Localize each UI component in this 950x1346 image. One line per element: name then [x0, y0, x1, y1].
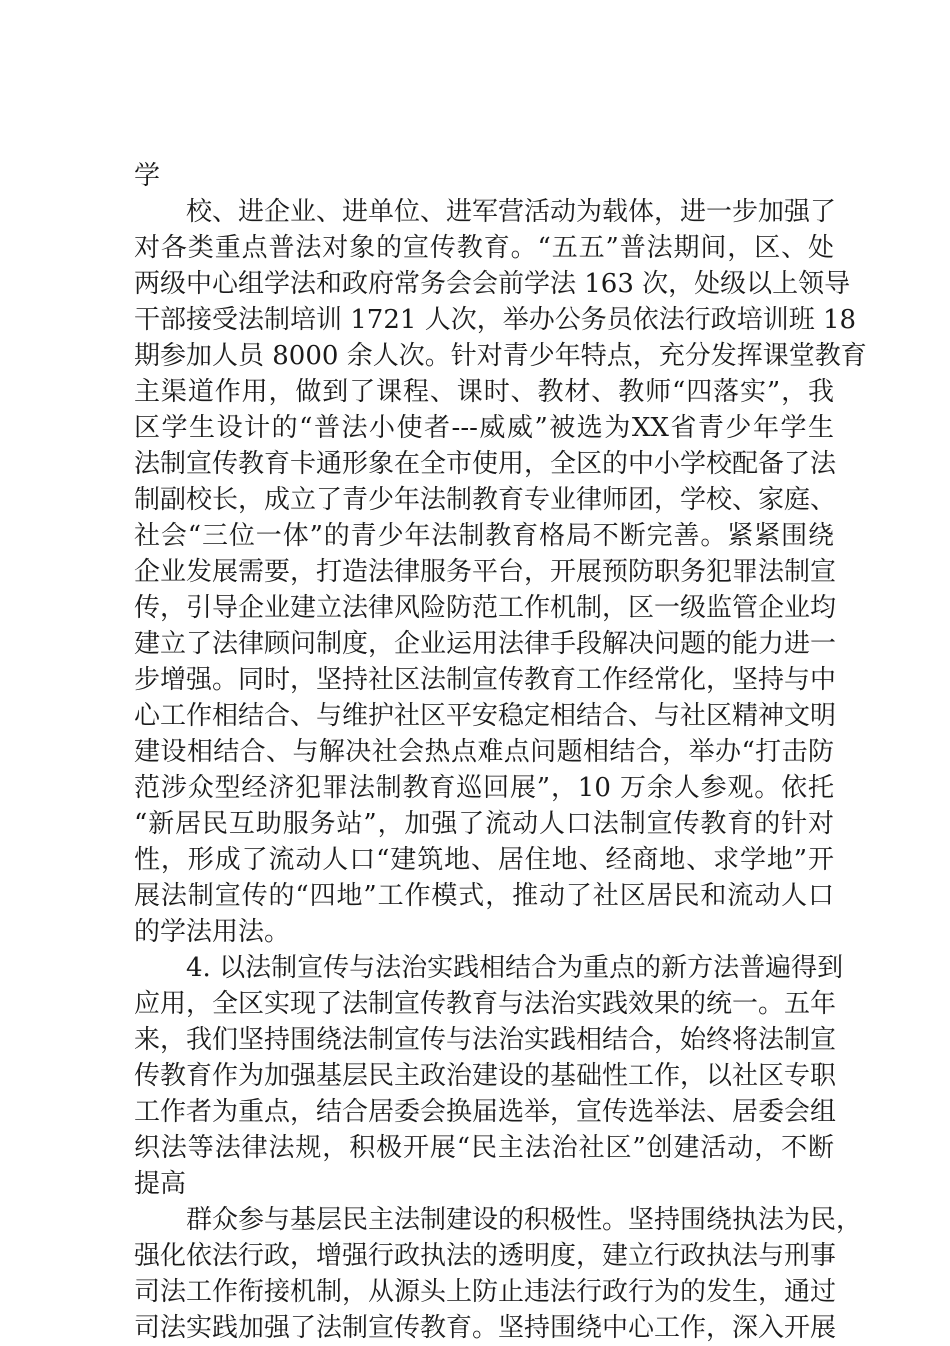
text-line: 建立了法律顾问制度，企业运用法律手段解决问题的能力进一	[134, 629, 837, 659]
text-line: 两级中心组学法和政府常务会会前学法 163 次，处级以上领导	[134, 269, 851, 299]
text-line: 区学生设计的“普法小使者---威威”被选为XX省青少年学生	[134, 413, 834, 443]
text-line: 社会“三位一体”的青少年法制教育格局不断完善。紧紧围绕	[134, 521, 834, 551]
text-line: 4. 以法制宣传与法治实践相结合为重点的新方法普遍得到	[186, 953, 844, 983]
text-line: 织法等法律法规，积极开展“民主法治社区”创建活动，不断	[134, 1133, 834, 1163]
text-line: 司法实践加强了法制宣传教育。坚持围绕中心工作，深入开展	[134, 1313, 837, 1343]
text-line: 干部接受法制培训 1721 人次，举办公务员依法行政培训班 18	[134, 305, 857, 335]
text-line: 建设相结合、与解决社会热点难点问题相结合，举办“打击防	[134, 737, 834, 767]
text-line: 传，引导企业建立法律风险防范工作机制，区一级监管企业均	[134, 593, 837, 623]
text-line: 步增强。同时，坚持社区法制宣传教育工作经常化，坚持与中	[134, 665, 837, 695]
text-line: 校、进企业、进单位、进军营活动为载体，进一步加强了	[186, 197, 837, 227]
text-line: 强化依法行政，增强行政执法的透明度，建立行政执法与刑事	[134, 1241, 837, 1271]
text-line: 主渠道作用，做到了课程、课时、教材、教师“四落实”，我	[134, 377, 834, 407]
text-line: 展法制宣传的“四地”工作模式，推动了社区居民和流动人口	[134, 881, 834, 911]
text-line: 制副校长，成立了青少年法制教育专业律师团，学校、家庭、	[134, 485, 837, 515]
text-line: 传教育作为加强基层民主政治建设的基础性工作，以社区专职	[134, 1061, 837, 1091]
text-line: 企业发展需要，打造法律服务平台，开展预防职务犯罪法制宣	[134, 557, 837, 587]
text-line: 心工作相结合、与维护社区平安稳定相结合、与社区精神文明	[134, 701, 837, 731]
text-line: 司法工作衔接机制，从源头上防止违法行政行为的发生，通过	[134, 1277, 837, 1307]
text-line: 应用，全区实现了法制宣传教育与法治实践效果的统一。五年	[134, 989, 837, 1019]
text-line: 法制宣传教育卡通形象在全市使用，全区的中小学校配备了法	[134, 449, 837, 479]
text-line: 学	[134, 161, 161, 191]
text-line: 的学法用法。	[134, 917, 291, 947]
text-line: 来，我们坚持围绕法制宣传与法治实践相结合，始终将法制宣	[134, 1025, 837, 1055]
text-line: 工作者为重点，结合居委会换届选举，宣传选举法、居委会组	[134, 1097, 837, 1127]
text-line: 提高	[134, 1169, 187, 1199]
text-line: 群众参与基层民主法制建设的积极性。坚持围绕执法为民，	[186, 1205, 863, 1235]
text-line: 范涉众型经济犯罪法制教育巡回展”，10 万余人参观。依托	[134, 773, 834, 803]
text-line: “新居民互助服务站”，加强了流动人口法制宣传教育的针对	[134, 809, 834, 839]
text-line: 对各类重点普法对象的宣传教育。“五五”普法期间，区、处	[134, 233, 834, 263]
text-line: 期参加人员 8000 余人次。针对青少年特点，充分发挥课堂教育	[134, 341, 867, 371]
text-line: 性，形成了流动人口“建筑地、居住地、经商地、求学地”开	[134, 845, 834, 875]
